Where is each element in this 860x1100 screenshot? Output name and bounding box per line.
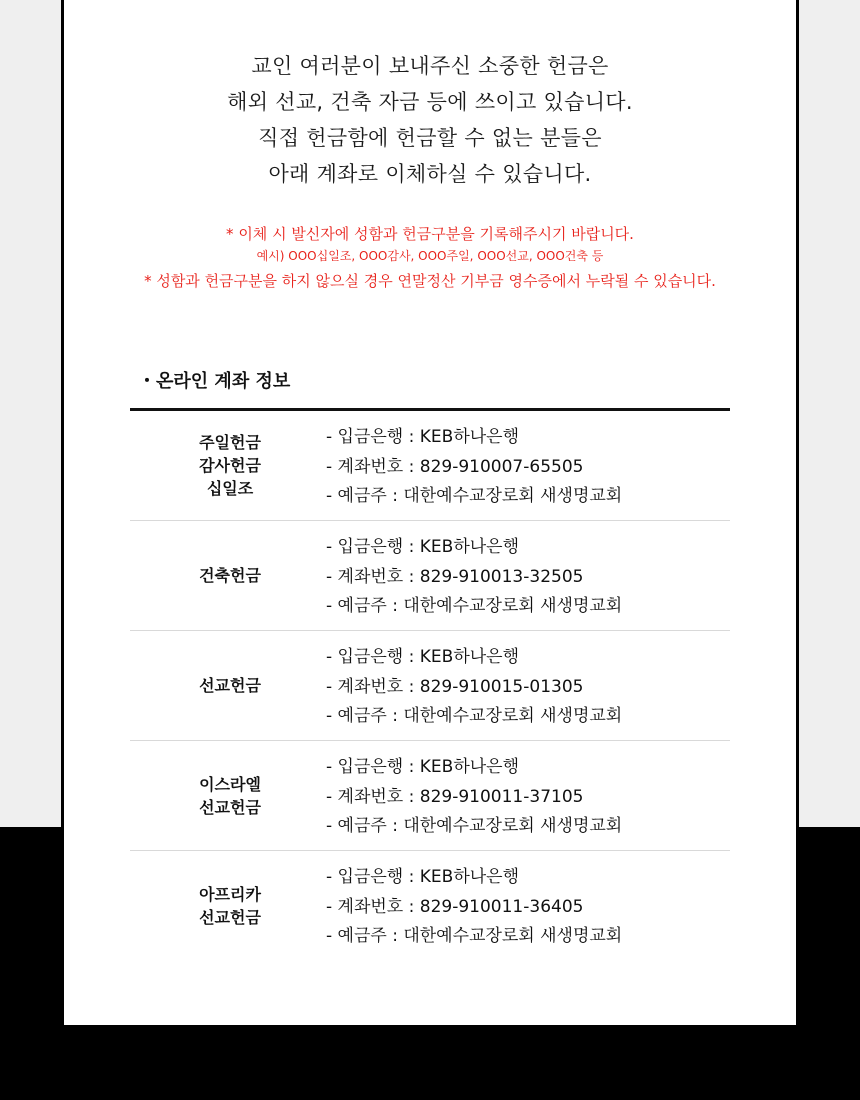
account-number[interactable]: - 계좌번호 : 829-910007-65505 [326, 456, 584, 477]
account-holder: - 예금주 : 대한예수교장로회 새생명교회 [326, 926, 623, 946]
account-row [130, 851, 730, 960]
account-number[interactable]: - 계좌번호 : 829-910013-32505 [326, 566, 584, 587]
account-holder: - 예금주 : 대한예수교장로회 새생명교회 [326, 486, 623, 506]
account-details [326, 533, 730, 622]
offering-type-line: 선교헌금 [199, 676, 261, 695]
account-details [326, 863, 730, 952]
offering-type-line: 십일조 [206, 479, 254, 498]
bank-name: - 입금은행 : KEB하나은행 [326, 647, 520, 667]
account-holder: - 예금주 : 대한예수교장로회 새생명교회 [326, 596, 623, 616]
notice-line-warning: * 성함과 헌금구분을 하지 않으실 경우 연말정산 기부금 영수증에서 누락될 수 있습니다. [144, 272, 716, 290]
account-row [130, 411, 730, 521]
offering-type [130, 741, 330, 850]
section-title: ・온라인 계좌 정보 [138, 371, 291, 392]
bank-name: - 입금은행 : KEB하나은행 [326, 427, 520, 447]
intro-line: 아래 계좌로 이체하실 수 있습니다. [268, 162, 592, 186]
offering-type-line: 이스라엘 [199, 774, 261, 794]
intro-line: 교인 여러분이 보내주신 소중한 헌금은 [251, 54, 609, 78]
account-row [130, 631, 730, 741]
offering-type-line: 선교헌금 [199, 797, 261, 817]
intro-line: 직접 헌금함에 헌금할 수 없는 분들은 [258, 126, 602, 150]
offering-type [130, 521, 330, 630]
account-number[interactable]: - 계좌번호 : 829-910015-01305 [326, 676, 584, 697]
bank-name: - 입금은행 : KEB하나은행 [326, 757, 520, 777]
offering-type-line: 감사헌금 [199, 456, 261, 475]
offering-type [130, 631, 330, 740]
offering-type [130, 411, 330, 520]
account-holder: - 예금주 : 대한예수교장로회 새생명교회 [326, 816, 623, 836]
account-details [326, 643, 730, 732]
account-number[interactable]: - 계좌번호 : 829-910011-36405 [326, 896, 584, 917]
bank-name: - 입금은행 : KEB하나은행 [326, 537, 520, 557]
offering-type-line: 주일헌금 [199, 433, 261, 452]
account-holder: - 예금주 : 대한예수교장로회 새생명교회 [326, 706, 623, 726]
notice-line-sender: * 이체 시 발신자에 성함과 헌금구분을 기록해주시기 바랍니다. [226, 225, 634, 243]
offering-type [130, 851, 330, 960]
account-details [326, 753, 730, 842]
account-row [130, 521, 730, 631]
offering-type-line: 아프리카 [199, 884, 261, 904]
account-table [130, 411, 730, 960]
account-details [326, 423, 730, 512]
account-number[interactable]: - 계좌번호 : 829-910011-37105 [326, 786, 584, 807]
account-row [130, 741, 730, 851]
offering-type-line: 건축헌금 [199, 566, 261, 585]
intro-line: 해외 선교, 건축 자금 등에 쓰이고 있습니다. [227, 90, 633, 114]
bank-name: - 입금은행 : KEB하나은행 [326, 867, 520, 887]
offering-type-line: 선교헌금 [199, 907, 261, 927]
intro-text [64, 48, 796, 192]
notice-line-example: 예시) OOO십일조, OOO감사, OOO주일, OOO선교, OOO건축 등 [256, 249, 604, 263]
